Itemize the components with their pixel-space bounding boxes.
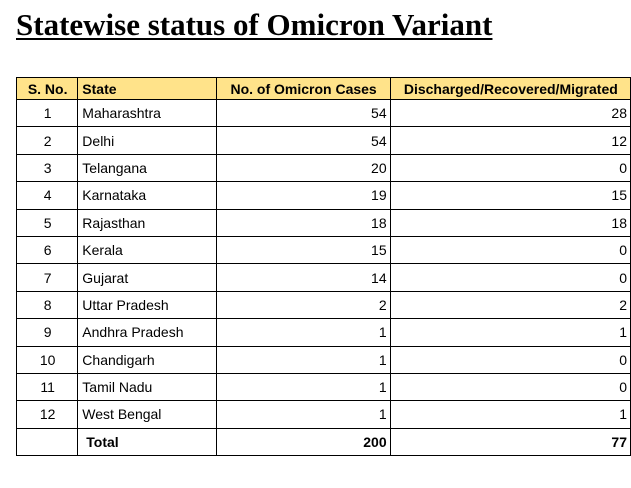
cell-sno: 12: [17, 401, 78, 428]
cell-sno: 8: [17, 291, 78, 318]
table-row: [17, 401, 631, 428]
table-row: [17, 264, 631, 291]
cell-state: Chandigarh: [78, 346, 216, 373]
table-row: [17, 100, 631, 127]
cell-discharged: 0: [390, 373, 630, 400]
cell-state: Telangana: [78, 154, 216, 181]
column-header-cases: No. of Omicron Cases: [216, 78, 390, 100]
cell-discharged: 0: [390, 264, 630, 291]
total-sno-cell: [17, 428, 78, 455]
cell-discharged: 0: [390, 154, 630, 181]
cell-state: Tamil Nadu: [78, 373, 216, 400]
total-label: Total: [78, 428, 216, 455]
cell-discharged: 2: [390, 291, 630, 318]
cell-cases: 1: [216, 319, 390, 346]
cell-sno: 4: [17, 182, 78, 209]
cell-sno: 9: [17, 319, 78, 346]
cell-sno: 2: [17, 127, 78, 154]
cell-state: Gujarat: [78, 264, 216, 291]
cell-sno: 1: [17, 100, 78, 127]
omicron-status-table: [16, 77, 631, 456]
table-row: [17, 291, 631, 318]
total-cases: 200: [216, 428, 390, 455]
column-header-sno: S. No.: [17, 78, 78, 100]
total-discharged: 77: [390, 428, 630, 455]
cell-discharged: 18: [390, 209, 630, 236]
cell-cases: 1: [216, 346, 390, 373]
cell-cases: 54: [216, 127, 390, 154]
table-row: [17, 236, 631, 263]
cell-cases: 19: [216, 182, 390, 209]
cell-sno: 5: [17, 209, 78, 236]
column-header-state: State: [78, 78, 216, 100]
cell-cases: 14: [216, 264, 390, 291]
cell-discharged: 15: [390, 182, 630, 209]
cell-discharged: 12: [390, 127, 630, 154]
cell-sno: 7: [17, 264, 78, 291]
cell-sno: 3: [17, 154, 78, 181]
cell-cases: 54: [216, 100, 390, 127]
cell-sno: 11: [17, 373, 78, 400]
cell-discharged: 1: [390, 319, 630, 346]
cell-cases: 18: [216, 209, 390, 236]
table-header-row: [17, 78, 631, 100]
cell-state: Uttar Pradesh: [78, 291, 216, 318]
cell-cases: 20: [216, 154, 390, 181]
cell-cases: 1: [216, 373, 390, 400]
cell-cases: 15: [216, 236, 390, 263]
cell-state: Rajasthan: [78, 209, 216, 236]
table-row: [17, 346, 631, 373]
cell-sno: 6: [17, 236, 78, 263]
table-row: [17, 319, 631, 346]
cell-cases: 2: [216, 291, 390, 318]
cell-sno: 10: [17, 346, 78, 373]
cell-discharged: 1: [390, 401, 630, 428]
table-row: [17, 373, 631, 400]
cell-discharged: 28: [390, 100, 630, 127]
cell-state: Delhi: [78, 127, 216, 154]
cell-state: Kerala: [78, 236, 216, 263]
cell-state: Maharashtra: [78, 100, 216, 127]
table-row: [17, 127, 631, 154]
table-row: [17, 182, 631, 209]
cell-discharged: 0: [390, 236, 630, 263]
cell-cases: 1: [216, 401, 390, 428]
page-title: Statewise status of Omicron Variant: [16, 7, 493, 42]
cell-state: Andhra Pradesh: [78, 319, 216, 346]
cell-discharged: 0: [390, 346, 630, 373]
column-header-discharged: Discharged/Recovered/Migrated: [390, 78, 630, 100]
table-row: [17, 209, 631, 236]
cell-state: West Bengal: [78, 401, 216, 428]
total-row: [17, 428, 631, 455]
cell-state: Karnataka: [78, 182, 216, 209]
table-row: [17, 154, 631, 181]
